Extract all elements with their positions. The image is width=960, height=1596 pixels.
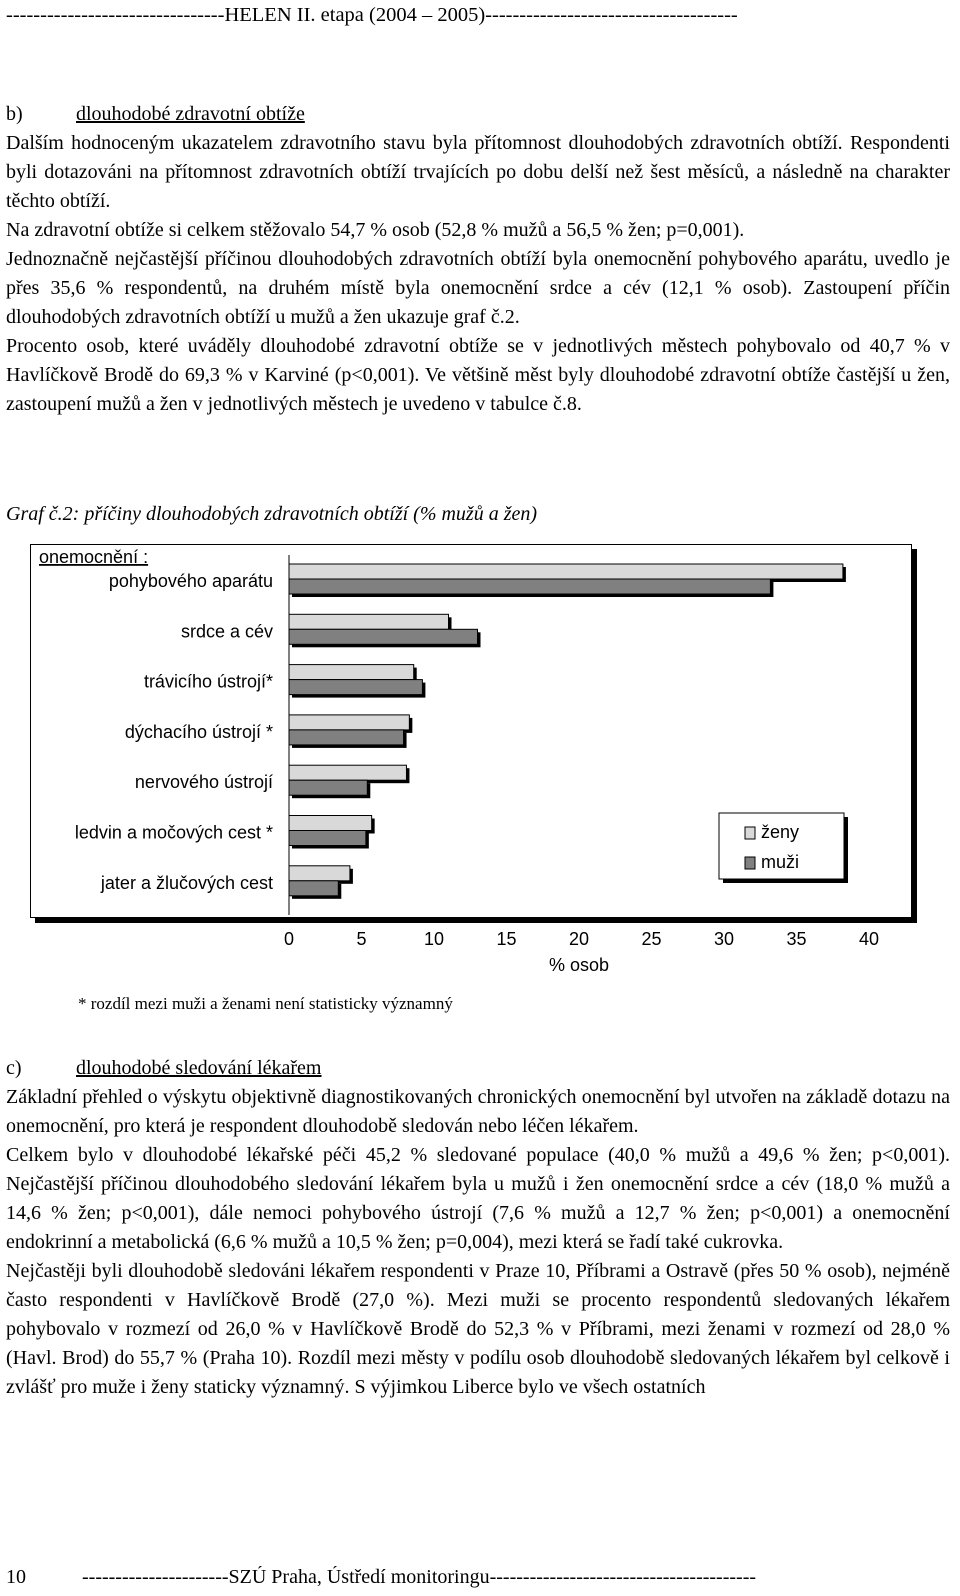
tick-label: 35 bbox=[786, 929, 807, 949]
section-c-paragraph: Základní přehled o výskytu objektivně diagnostikovaných chronických onemocnění byl utvořen na základě dotazu na onemocnění, pro která je respondent dlouhodobě sledován nebo léčen lékařem. bbox=[6, 1086, 950, 1137]
legend-label: ženy bbox=[761, 822, 800, 842]
chart-frame bbox=[30, 544, 912, 975]
page-header: --------------------------------HELEN II. etapa (2004 – 2005)------------------------------------- bbox=[6, 4, 738, 26]
tick-label: 25 bbox=[641, 929, 662, 949]
tick-label: 20 bbox=[568, 929, 590, 949]
bar bbox=[289, 765, 406, 780]
section-b-heading bbox=[6, 100, 950, 129]
bar bbox=[289, 579, 770, 594]
bar-chart bbox=[31, 545, 911, 985]
chart-group-heading: onemocnění : bbox=[39, 547, 149, 567]
category-label: dýchacího ústrojí * bbox=[124, 721, 273, 742]
section-b-paragraph: Dalším hodnoceným ukazatelem zdravotního stavu byla přítomnost dlouhodobých zdravotních obtíží. Respondenti byli dotazováni na přítomnost zdravotních obtíží trvajících po dobu delší než šest měsíců, a následně na charakter těchto obtíží. bbox=[6, 132, 950, 212]
bar bbox=[289, 881, 338, 896]
category-label: ledvin a močových cest * bbox=[74, 822, 273, 843]
legend-swatch bbox=[745, 857, 755, 869]
section-b-title: dlouhodobé zdravotní obtíže bbox=[76, 103, 305, 125]
category-label: trávicího ústrojí* bbox=[143, 671, 273, 692]
section-c bbox=[6, 1054, 950, 1402]
graph-caption: Graf č.2: příčiny dlouhodobých zdravotních obtíží (% mužů a žen) bbox=[6, 503, 538, 525]
section-b-paragraph: Jednoznačně nejčastější příčinou dlouhodobých zdravotních obtíží byla onemocnění pohybového aparátu, uvedlo je přes 35,6 % respondentů, na druhém místě byla onemocnění srdce a cév (12,1 % osob). Zastoupení příčin dlouhodobých zdravotních obtíží u mužů a žen ukazuje graf č.2. bbox=[6, 248, 950, 328]
category-label: pohybového aparátu bbox=[108, 571, 273, 591]
category-label: jater a žlučových cest bbox=[100, 872, 273, 893]
section-c-heading bbox=[6, 1054, 950, 1083]
section-c-paragraph: Celkem bylo v dlouhodobé lékařské péči 45,2 % sledované populace (40,0 % mužů a 49,6 % žen; p<0,001). Nejčastější příčinou dlouhodobého sledování lékařem byla u mužů i žen onemocnění srdce a cév (18,0 % mužů a 14,6 % žen; p<0,001), dále nemoci pohybového ústrojí (7,6 % mužů a 12,7 % žen; p<0,001) a onemocnění endokrinní a metabolická (6,6 % mužů a 10,5 % žen; p=0,004), mezi která se řadí také cukrovka. bbox=[6, 1144, 950, 1253]
tick-label: 0 bbox=[283, 929, 295, 949]
category-label: nervového ústrojí bbox=[134, 772, 273, 793]
tick-label: 10 bbox=[423, 929, 445, 949]
bar bbox=[289, 629, 478, 644]
legend-label: muži bbox=[761, 852, 800, 872]
bar bbox=[289, 780, 367, 795]
bar bbox=[289, 866, 350, 881]
tick-label: 5 bbox=[356, 929, 367, 949]
page-footer bbox=[6, 1566, 956, 1589]
bar bbox=[289, 715, 409, 730]
section-b-paragraph: Na zdravotní obtíže si celkem stěžovalo 54,7 % osob (52,8 % mužů a 56,5 % žen; p=0,001). bbox=[6, 219, 745, 241]
section-c-title: dlouhodobé sledování lékařem bbox=[76, 1057, 322, 1079]
section-b-letter: b) bbox=[6, 103, 23, 125]
section-c-paragraph: Nejčastěji byli dlouhodobě sledováni lékařem respondenti v Praze 10, Příbrami a Ostravě (přes 50 % osob), nejméně často respondenti v Havlíčkově Brodě (27,0 %). Mezi muži se procento respondentů sledovaných lékařem pohybovalo v rozmezí od 26,0 % v Havlíčkově Brodě do 52,3 % v Příbrami, mezi ženami v rozmezí od 28,0 % (Havl. Brod) do 55,7 % (Praha 10). Rozdíl mezi městy v podílu osob dlouhodobě sledovaných lékařem byl celkově i zvlášť pro muže i ženy staticky významný. S výjimkou Liberce bylo ve všech ostatních bbox=[6, 1260, 950, 1398]
bar bbox=[289, 614, 449, 629]
tick-label: 30 bbox=[713, 929, 735, 949]
section-c-letter: c) bbox=[6, 1057, 22, 1079]
legend-swatch bbox=[745, 827, 755, 839]
bar bbox=[289, 564, 843, 579]
chart-footnote: * rozdíl mezi muži a ženami není statisticky významný bbox=[78, 994, 453, 1013]
section-b-paragraph: Procento osob, které uváděly dlouhodobé zdravotní obtíže se v jednotlivých městech pohybovalo od 40,7 % v Havlíčkově Brodě do 69,3 % v Karviné (p<0,001). Ve většině měst byly dlouhodobé zdravotní obtíže častější u žen, zastoupení mužů a žen v jednotlivých městech je uvedeno v tabulce č.8. bbox=[6, 335, 950, 415]
tick-label: 15 bbox=[496, 929, 517, 949]
footer-text: ----------------------SZÚ Praha, Ústředí monitoringu---------------------------------------- bbox=[82, 1566, 757, 1588]
tick-label: 40 bbox=[858, 929, 880, 949]
bar bbox=[289, 831, 366, 846]
x-axis-label: % osob bbox=[548, 955, 610, 975]
bar bbox=[289, 816, 372, 831]
category-label: srdce a cév bbox=[180, 621, 273, 642]
section-b bbox=[6, 100, 950, 419]
page-number: 10 bbox=[6, 1566, 26, 1588]
bar bbox=[289, 730, 404, 745]
bar bbox=[289, 680, 422, 695]
bar bbox=[289, 665, 414, 680]
